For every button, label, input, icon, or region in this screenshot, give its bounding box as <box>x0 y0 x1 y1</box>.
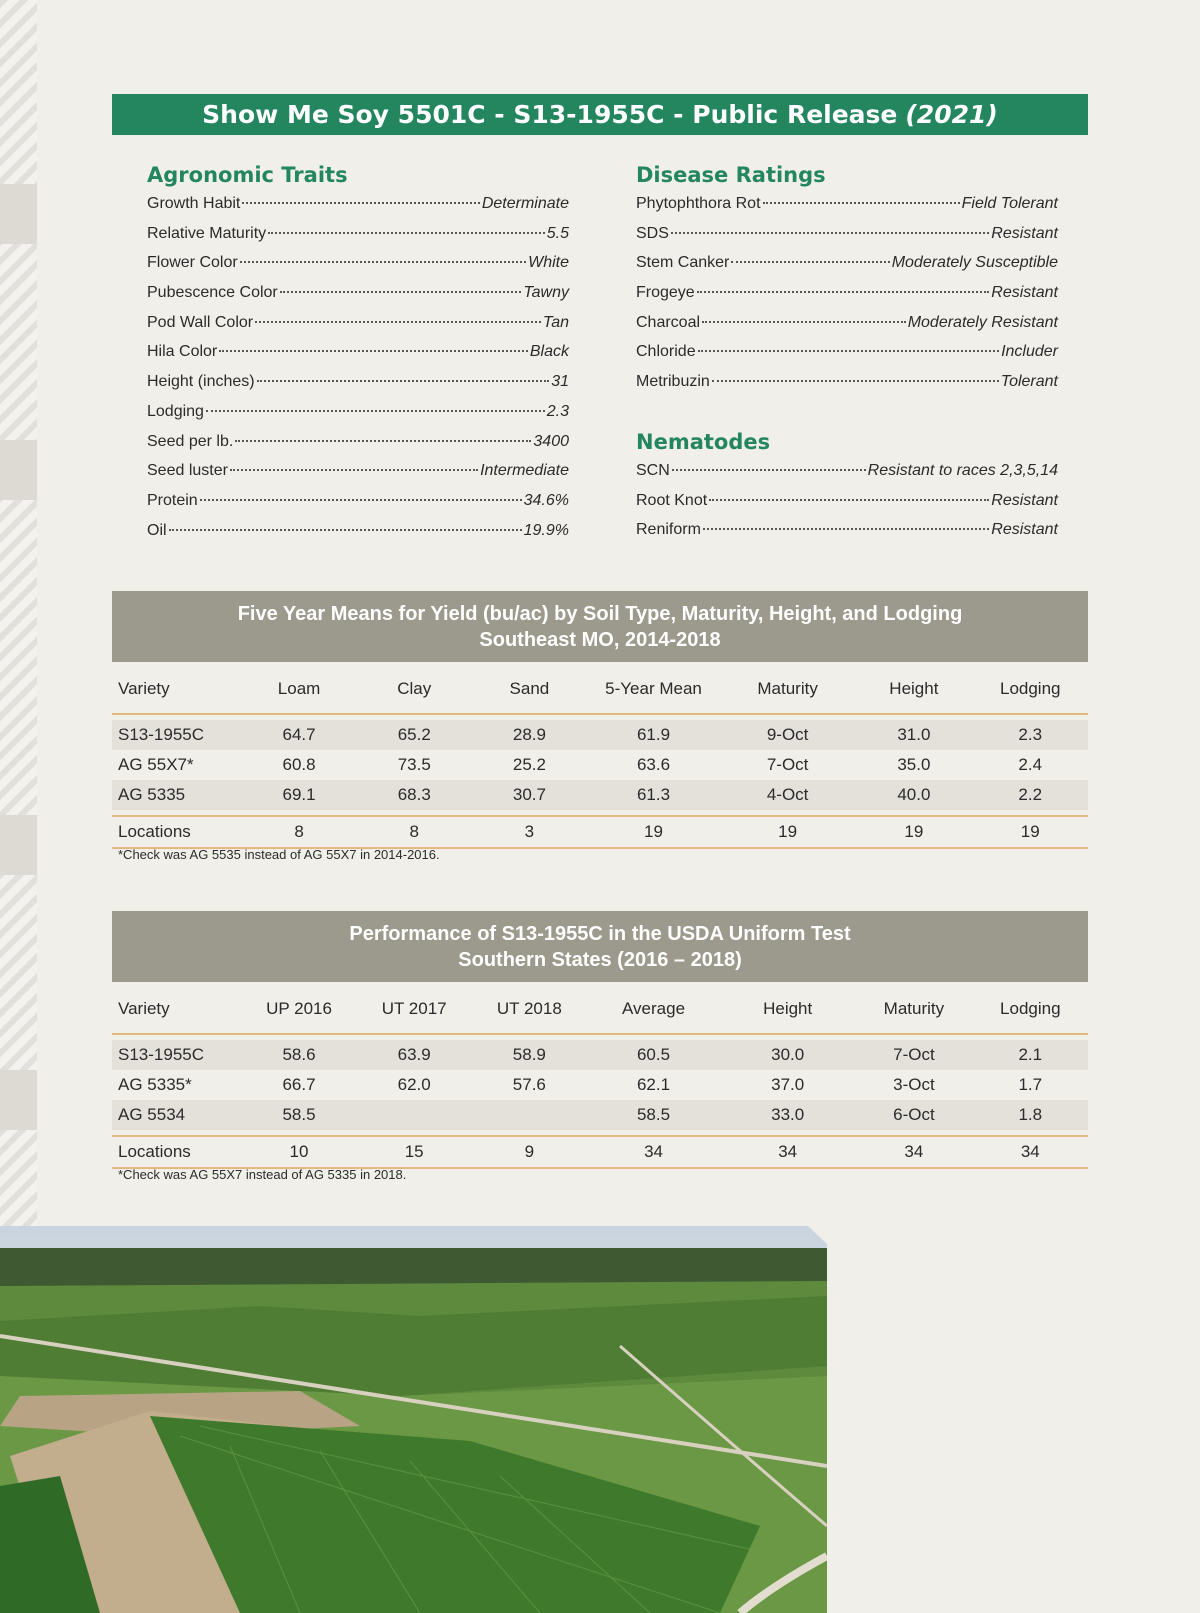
table-cell: 6-Oct <box>855 1100 972 1130</box>
dot-leader <box>712 380 999 382</box>
dot-leader <box>255 321 541 323</box>
trait-row <box>147 195 569 225</box>
page-title <box>112 94 1088 135</box>
column-header: Average <box>587 985 720 1034</box>
column-header: Height <box>855 665 972 714</box>
table-cell: AG 5335* <box>118 1075 192 1094</box>
trait-label: SDS <box>636 224 669 242</box>
table-cell: 62.1 <box>636 1075 671 1094</box>
dot-leader <box>697 291 990 293</box>
dot-leader <box>698 350 999 352</box>
trait-row <box>636 521 1058 551</box>
trait-value: Includer <box>1001 343 1058 361</box>
trait-row <box>147 254 569 284</box>
agronomic-traits-list <box>147 195 569 551</box>
trait-label: Reniform <box>636 521 701 539</box>
table-cell: 2.3 <box>973 720 1089 750</box>
table-cell: AG 5534 <box>112 1100 241 1130</box>
yield-table <box>112 665 1088 849</box>
dot-leader <box>672 469 866 471</box>
trait-row <box>636 195 1058 225</box>
table-cell <box>357 1100 472 1130</box>
table-row <box>112 1040 1088 1070</box>
title-year: (2021) <box>905 100 998 129</box>
trait-label: Root Knot <box>636 491 708 509</box>
trait-value: 34.6% <box>523 491 569 509</box>
trait-row <box>636 343 1058 373</box>
table2-title-line1: Performance of S13-1955C in the USDA Uniform Test <box>349 922 851 945</box>
table-cell: 30.0 <box>720 1040 855 1070</box>
table-header-row <box>112 665 1088 714</box>
table-cell: 7-Oct <box>855 1040 972 1070</box>
trait-row <box>147 343 569 373</box>
table-cell: 64.7 <box>241 720 356 750</box>
trait-value: Moderately Susceptible <box>891 254 1058 272</box>
dot-leader <box>703 528 989 530</box>
table1-footnote: *Check was AG 5535 instead of AG 55X7 in 2014-2016. <box>118 847 440 862</box>
locations-row <box>112 1136 1088 1168</box>
dot-leader <box>731 261 889 263</box>
table-cell: 73.5 <box>397 755 431 774</box>
trait-value: Tan <box>542 313 569 331</box>
trait-row <box>636 225 1058 255</box>
nematodes-list <box>636 462 1058 551</box>
table-cell <box>472 1100 587 1130</box>
trait-value: Tawny <box>523 284 569 302</box>
trait-value: Field Tolerant <box>961 195 1058 212</box>
trait-row <box>147 225 569 255</box>
locations-cell: 15 <box>357 1136 472 1168</box>
trait-label: Pod Wall Color <box>147 313 254 331</box>
column-header: UP 2016 <box>241 985 356 1034</box>
table-cell: 2.4 <box>1018 755 1043 774</box>
dot-leader <box>671 232 989 234</box>
trait-label: Relative Maturity <box>147 224 267 242</box>
table-cell: 58.5 <box>241 1100 356 1130</box>
column-header: Variety <box>112 985 241 1034</box>
dot-leader <box>200 499 522 501</box>
dot-leader <box>235 440 531 442</box>
trait-value: Resistant <box>991 224 1058 242</box>
table-cell: 25.2 <box>512 755 546 774</box>
column-header: Loam <box>241 665 356 714</box>
table-cell: 58.6 <box>241 1040 356 1070</box>
aerial-field-photo <box>0 1226 827 1613</box>
trait-value: 2.3 <box>546 402 569 420</box>
table-cell: 40.0 <box>855 780 972 810</box>
dot-leader <box>709 499 989 501</box>
table2-footnote: *Check was AG 55X7 instead of AG 5335 in 2018. <box>118 1167 407 1182</box>
locations-cell: 19 <box>855 816 972 848</box>
locations-cell: Locations <box>112 1136 241 1168</box>
table-cell: 33.0 <box>720 1100 855 1130</box>
trait-row <box>147 373 569 403</box>
trait-value: Intermediate <box>480 462 569 480</box>
dot-leader <box>257 380 550 382</box>
trait-row <box>147 314 569 344</box>
table-cell: 60.5 <box>587 1040 720 1070</box>
locations-cell: 19 <box>587 816 720 848</box>
table-row <box>112 1070 1088 1100</box>
trait-label: Phytophthora Rot <box>636 195 761 212</box>
trait-label: Lodging <box>147 402 204 420</box>
table2-title <box>112 911 1088 982</box>
column-header: Lodging <box>973 985 1088 1034</box>
trait-row <box>147 284 569 314</box>
dot-leader <box>169 529 522 531</box>
table1-title-line2: Southeast MO, 2014-2018 <box>479 628 721 651</box>
trait-value: White <box>528 254 569 272</box>
trait-value: Black <box>529 343 569 361</box>
title-main: Show Me Soy 5501C - S13-1955C - Public Release <box>202 100 898 129</box>
column-header: Sand <box>472 665 587 714</box>
table-cell: 37.0 <box>771 1075 805 1094</box>
table-cell: 58.5 <box>587 1100 720 1130</box>
trait-value: 31 <box>551 373 569 391</box>
trait-label: Height (inches) <box>147 373 255 391</box>
table-cell: 2.1 <box>973 1040 1088 1070</box>
table-cell: AG 5335 <box>112 780 241 810</box>
disease-ratings-list <box>636 195 1058 403</box>
locations-cell: 3 <box>472 816 587 848</box>
table-cell: S13-1955C <box>112 720 241 750</box>
trait-value: 3400 <box>533 432 569 450</box>
locations-cell: 8 <box>241 816 356 848</box>
table-cell: 69.1 <box>241 780 356 810</box>
trait-value: Resistant <box>991 284 1058 302</box>
locations-cell: 19 <box>720 816 855 848</box>
table-cell: 3-Oct <box>893 1075 935 1094</box>
dot-leader <box>240 261 526 263</box>
table-cell: 60.8 <box>282 755 316 774</box>
trait-row <box>147 403 569 433</box>
trait-row <box>636 492 1058 522</box>
table-cell: 63.6 <box>636 755 671 774</box>
table-row <box>112 720 1088 750</box>
trait-value: 19.9% <box>523 521 569 539</box>
locations-cell: 8 <box>357 816 472 848</box>
locations-cell: 34 <box>587 1136 720 1168</box>
trait-label: Hila Color <box>147 343 218 361</box>
decorative-side-strip <box>0 0 37 1228</box>
trait-row <box>147 462 569 492</box>
trait-row <box>147 492 569 522</box>
trait-value: Resistant <box>991 491 1058 509</box>
column-header: 5-Year Mean <box>587 665 720 714</box>
trait-label: Pubescence Color <box>147 284 278 302</box>
trait-label: Frogeye <box>636 284 695 302</box>
table-cell: 57.6 <box>512 1075 546 1094</box>
table1-title-line1: Five Year Means for Yield (bu/ac) by Soil Type, Maturity, Height, and Lodging <box>237 602 963 625</box>
column-header: Maturity <box>720 665 855 714</box>
table-cell: 65.2 <box>357 720 472 750</box>
column-header: Variety <box>112 665 241 714</box>
table-cell: 1.7 <box>1018 1075 1043 1094</box>
table-cell: 30.7 <box>472 780 587 810</box>
table2-title-line2: Southern States (2016 – 2018) <box>458 948 742 971</box>
trait-value: Resistant <box>991 521 1058 539</box>
dot-leader <box>206 410 545 412</box>
table-cell: 4-Oct <box>720 780 855 810</box>
table-cell: 9-Oct <box>720 720 855 750</box>
table-cell: 7-Oct <box>766 755 809 774</box>
table-cell: 28.9 <box>472 720 587 750</box>
trait-row <box>636 462 1058 492</box>
trait-row <box>636 254 1058 284</box>
trait-row <box>636 314 1058 344</box>
table-cell: 61.3 <box>587 780 720 810</box>
locations-row <box>112 816 1088 848</box>
uniform-test-table <box>112 985 1088 1169</box>
dot-leader <box>230 469 478 471</box>
trait-label: Seed luster <box>147 462 228 480</box>
trait-label: Oil <box>147 521 167 539</box>
table1-title <box>112 591 1088 662</box>
trait-label: Protein <box>147 491 198 509</box>
locations-cell: 9 <box>472 1136 587 1168</box>
trait-row <box>147 522 569 552</box>
table-cell: 2.2 <box>973 780 1089 810</box>
locations-cell: 34 <box>720 1136 855 1168</box>
trait-value: Moderately Resistant <box>907 313 1058 331</box>
trait-row <box>636 284 1058 314</box>
locations-cell: 34 <box>855 1136 972 1168</box>
table-cell: 61.9 <box>587 720 720 750</box>
trait-label: Seed per lb. <box>147 432 234 450</box>
locations-cell: 10 <box>241 1136 356 1168</box>
nematodes-heading: Nematodes <box>636 430 771 454</box>
table-cell: 63.9 <box>357 1040 472 1070</box>
table-cell: S13-1955C <box>112 1040 241 1070</box>
table-cell: 35.0 <box>897 755 931 774</box>
table-cell: AG 55X7* <box>118 755 194 774</box>
table-row <box>112 750 1088 780</box>
table-header-row <box>112 985 1088 1034</box>
trait-label: Metribuzin <box>636 373 710 391</box>
table-cell: 31.0 <box>855 720 972 750</box>
dot-leader <box>763 202 960 204</box>
trait-label: Chloride <box>636 343 696 361</box>
trait-value: Tolerant <box>1000 373 1058 391</box>
dot-leader <box>702 321 906 323</box>
trait-value: Determinate <box>481 195 569 212</box>
table-cell: 58.9 <box>472 1040 587 1070</box>
table-cell: 1.8 <box>973 1100 1088 1130</box>
trait-label: Stem Canker <box>636 254 730 272</box>
column-header: UT 2018 <box>472 985 587 1034</box>
trait-label: SCN <box>636 462 670 479</box>
column-header: Clay <box>357 665 472 714</box>
disease-heading: Disease Ratings <box>636 163 826 187</box>
locations-cell: 19 <box>973 816 1089 848</box>
trait-label: Flower Color <box>147 254 238 272</box>
table-cell: 68.3 <box>357 780 472 810</box>
table-cell: 62.0 <box>397 1075 431 1094</box>
locations-cell: 34 <box>973 1136 1088 1168</box>
table-cell: 66.7 <box>282 1075 316 1094</box>
dot-leader <box>219 350 528 352</box>
locations-cell: Locations <box>112 816 241 848</box>
dot-leader <box>242 202 479 204</box>
trait-label: Growth Habit <box>147 195 241 212</box>
trait-row <box>636 373 1058 403</box>
dot-leader <box>268 232 545 234</box>
trait-label: Charcoal <box>636 313 701 331</box>
trait-row <box>147 433 569 463</box>
dot-leader <box>280 291 522 293</box>
trait-value: Resistant to races 2,3,5,14 <box>867 462 1058 479</box>
trait-value: 5.5 <box>546 224 569 242</box>
agronomic-heading: Agronomic Traits <box>147 163 348 187</box>
column-header: UT 2017 <box>357 985 472 1034</box>
column-header: Height <box>720 985 855 1034</box>
table-row <box>112 1100 1088 1130</box>
column-header: Maturity <box>855 985 972 1034</box>
column-header: Lodging <box>973 665 1089 714</box>
table-row <box>112 780 1088 810</box>
